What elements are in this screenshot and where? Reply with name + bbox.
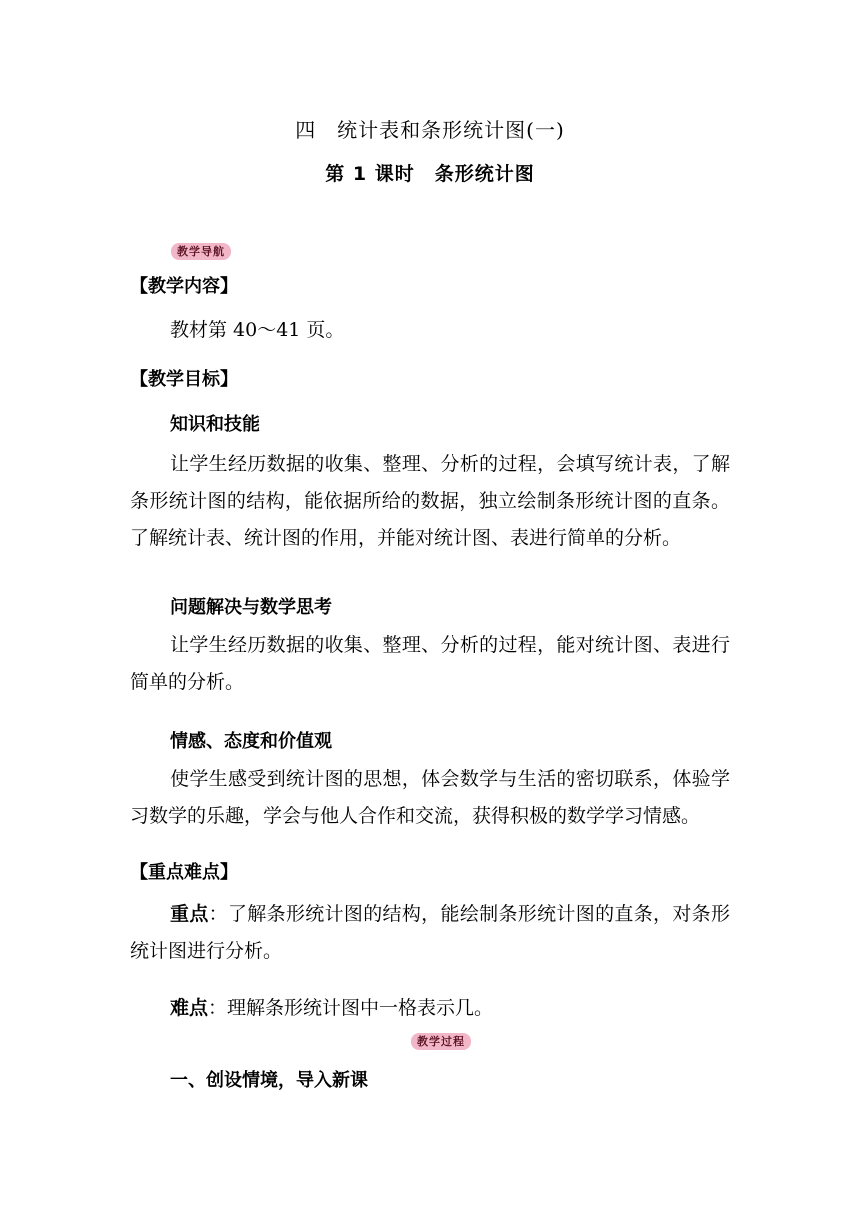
- problem-header: 问题解决与数学思考: [170, 597, 332, 618]
- step1-header: 一、创设情境，导入新课: [170, 1070, 368, 1091]
- process-badge-label: 教学过程: [411, 1033, 471, 1050]
- guide-badge-label: 教学导航: [171, 243, 231, 260]
- emotion-text: 使学生感受到统计图的思想，体会数学与生活的密切联系，体验学习数学的乐趣，学会与他人合作和交流，获得积极的数学学习情感。: [130, 768, 730, 827]
- key-label: 重点: [170, 903, 209, 925]
- problem-text: 让学生经历数据的收集、整理、分析的过程，能对统计图、表进行简单的分析。: [130, 634, 730, 693]
- goals-header: 【教学目标】: [130, 369, 238, 390]
- knowledge-text: 让学生经历数据的收集、整理、分析的过程，会填写统计表，了解条形统计图的结构，能依据所给的数据，独立绘制条形统计图的直条。了解统计表、统计图的作用，并能对统计图、表进行简单的分析。: [130, 453, 730, 549]
- key-text: ：了解条形统计图的结构，能绘制条形统计图的直条，对条形统计图进行分析。: [130, 903, 730, 962]
- difficulty-paragraph: [170, 990, 770, 1027]
- knowledge-header: 知识和技能: [170, 414, 260, 435]
- guide-badge: [171, 240, 231, 260]
- process-badge: [411, 1030, 471, 1050]
- lesson-title: 第 1 课时 条形统计图: [325, 163, 535, 185]
- chapter-title: 四 统计表和条形统计图(一): [295, 118, 565, 142]
- difficulty-label: 难点: [170, 997, 209, 1019]
- content-text: 教材第 40～41 页。: [170, 319, 345, 341]
- key-paragraph: [130, 896, 730, 970]
- key-header: 【重点难点】: [130, 862, 238, 883]
- emotion-header: 情感、态度和价值观: [170, 731, 332, 752]
- difficulty-text: ：理解条形统计图中一格表示几。: [208, 997, 494, 1019]
- content-header: 【教学内容】: [130, 276, 238, 297]
